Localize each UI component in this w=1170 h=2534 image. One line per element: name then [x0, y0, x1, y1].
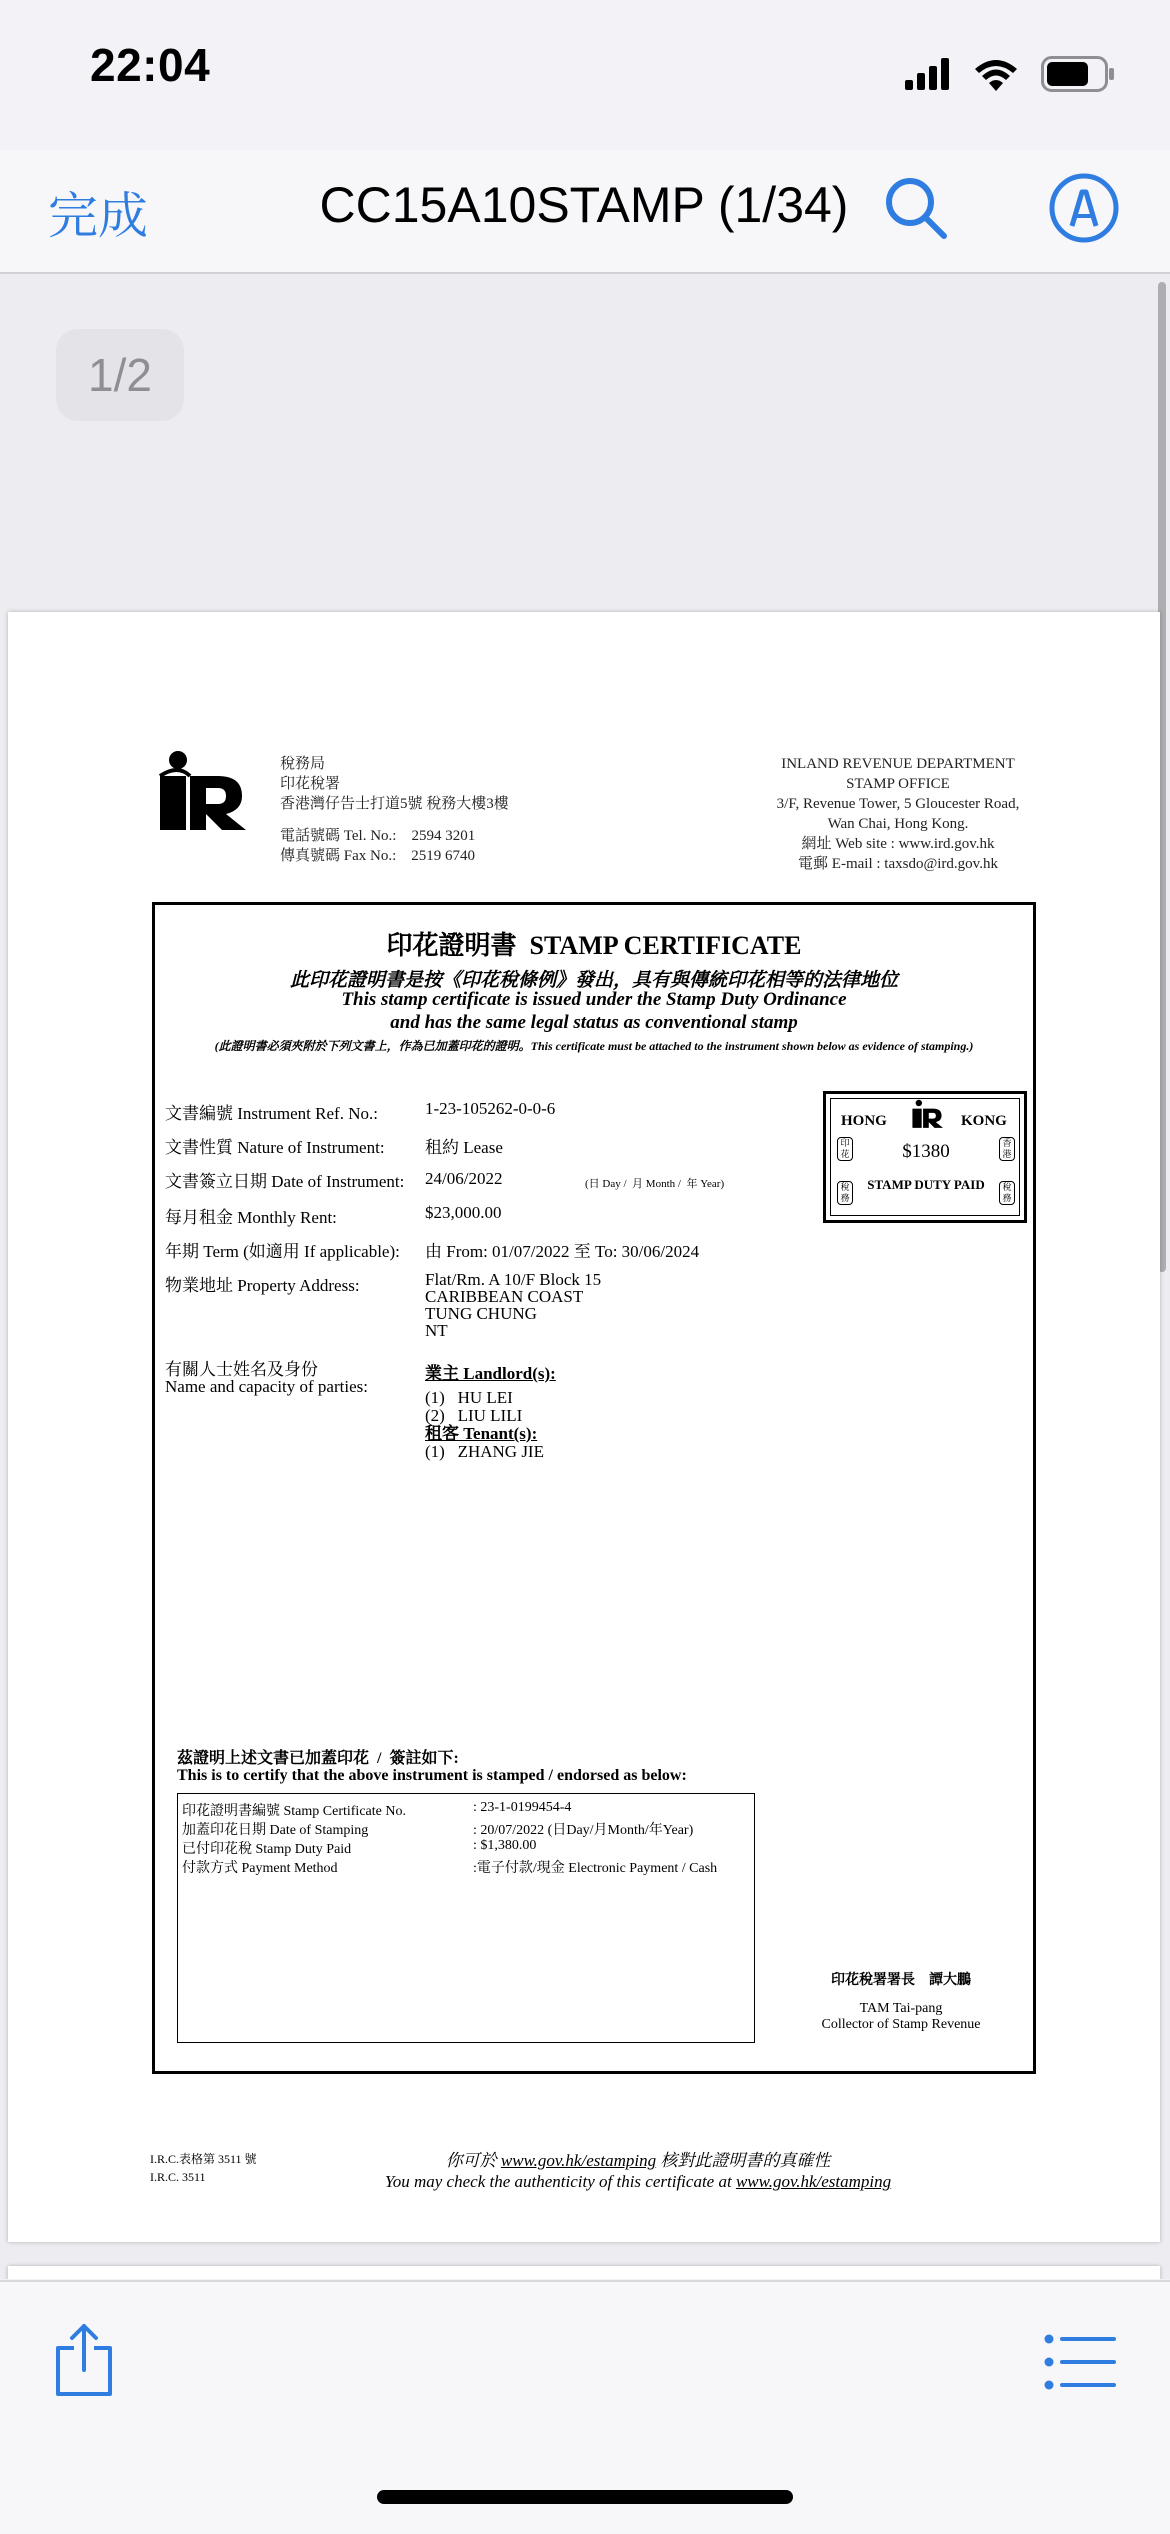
wifi-icon [973, 57, 1019, 91]
stamp-amount: $1380 [902, 1141, 950, 1162]
duty-paid-value: : $1,380.00 [473, 1838, 537, 1853]
date-label: 文書簽立日期 Date of Instrument: [165, 1172, 405, 1191]
cert-no-label: 印花證明書編號 Stamp Certificate No. [182, 1804, 406, 1819]
website: 網址 Web site : www.ird.gov.hk [801, 836, 995, 852]
collector-signature-zh: 印花稅署署長 譚大鵬 [831, 1973, 971, 1988]
email: 電郵 E-mail : taxsdo@ird.gov.hk [798, 856, 998, 872]
address-label: 物業地址 Property Address: [165, 1276, 360, 1295]
status-bar [0, 0, 1170, 150]
stamping-details [177, 1793, 755, 2043]
form-number-en: I.R.C. 3511 [150, 2170, 206, 2184]
attach-note: (此證明書必須夾附於下列文書上，作為已加蓋印花的證明。This certificate must be attached to the instrument shown below as evidence of stamping.) [214, 1039, 974, 1053]
parties-label-zh: 有關人士姓名及身份 [165, 1360, 318, 1379]
status-icons [905, 52, 1115, 96]
ref-value: 1-23-105262-0-0-6 [425, 1099, 556, 1118]
collector-title: Collector of Stamp Revenue [821, 2017, 981, 2032]
tenant: (1) ZHANG JIE [425, 1442, 544, 1461]
authenticity-en-pre: You may check the authenticity of this certificate at [384, 2172, 732, 2191]
estamping-link[interactable]: www.gov.hk/estamping [500, 2151, 657, 2170]
battery-icon [1041, 56, 1115, 92]
landlord-heading: 業主 Landlord(s): [425, 1364, 556, 1383]
landlord: (1) HU LEI [425, 1388, 513, 1407]
pdf-page [8, 612, 1160, 2242]
stamping-date-label: 加蓋印花日期 Date of Stamping [182, 1823, 369, 1838]
en-office: STAMP OFFICE [846, 776, 950, 792]
en-dept: INLAND REVENUE DEPARTMENT [781, 756, 1015, 772]
zh-dept: 稅務局 [280, 756, 326, 772]
nature-label: 文書性質 Nature of Instrument: [165, 1138, 385, 1157]
zh-address: 香港灣仔告士打道5號 稅務大樓3樓 [280, 796, 509, 812]
stamp-ir-logo-icon [911, 1099, 943, 1129]
document-viewer[interactable] [0, 274, 1170, 2279]
stamp-certificate [152, 902, 1036, 2074]
certify-en: This is to certify that the above instrument is stamped / endorsed as below: [177, 1767, 687, 1784]
stamp-chip: 香港 [999, 1137, 1015, 1161]
tel: 電話號碼 Tel. No.: 2594 3201 [280, 828, 476, 844]
stamping-date-value: : 20/07/2022 (日Day/月Month/年Year) [473, 1823, 694, 1838]
authenticity-en [188, 2172, 1088, 2192]
status-time: 22:04 [90, 39, 211, 91]
address-line: Flat/Rm. A 10/F Block 15 [425, 1270, 602, 1289]
stamp-chip: 稅務 [999, 1181, 1015, 1205]
stamp-paid: STAMP DUTY PAID [867, 1177, 985, 1192]
parties-label [165, 1361, 368, 1395]
nav-bar [0, 150, 1170, 274]
rent-label: 每月租金 Monthly Rent: [165, 1208, 337, 1227]
rent-value: $23,000.00 [425, 1203, 502, 1222]
duty-paid-label: 已付印花稅 Stamp Duty Paid [182, 1842, 352, 1857]
address-value [425, 1271, 601, 1339]
certificate-title: 印花證明書 STAMP CERTIFICATE [386, 931, 802, 960]
term-value: 由 From: 01/07/2022 至 To: 30/06/2024 [425, 1242, 700, 1261]
tenant-heading: 租客 Tenant(s): [425, 1424, 538, 1443]
cert-no-value: : 23-1-0199454-4 [473, 1800, 572, 1815]
signal-icon [905, 58, 951, 90]
letterhead-left [280, 754, 509, 866]
address-line: CARIBBEAN COAST [425, 1287, 584, 1306]
share-icon[interactable] [52, 2322, 116, 2398]
form-number-zh: I.R.C.表格第 3511 號 [150, 2152, 257, 2166]
stamp-kong: KONG [961, 1113, 1007, 1129]
list-icon[interactable] [1044, 2334, 1116, 2390]
done-button[interactable]: 完成 [48, 188, 148, 244]
ref-label: 文書編號 Instrument Ref. No.: [165, 1104, 378, 1123]
authenticity-zh [188, 2146, 1088, 2171]
en-address-2: Wan Chai, Hong Kong. [827, 816, 969, 832]
date-value: 24/06/2022 [425, 1169, 503, 1188]
date-format: (日 Day / 月 Month / 年 Year) [585, 1178, 725, 1190]
stamp-duty-paid-stamp [823, 1091, 1027, 1223]
document-title-text: CC15A10STAMP (1/34) [319, 177, 849, 233]
en-address-1: 3/F, Revenue Tower, 5 Gloucester Road, [776, 796, 1020, 812]
document-title [0, 176, 1170, 234]
zh-office: 印花稅署 [280, 776, 341, 792]
payment-method-label: 付款方式 Payment Method [182, 1861, 338, 1876]
subtitle-zh: 此印花證明書是按《印花稅條例》發出，具有與傳統印花相等的法律地位 [289, 970, 898, 991]
letterhead-right [728, 754, 1068, 874]
parties-label-en: Name and capacity of parties: [165, 1377, 368, 1396]
certify-zh: 茲證明上述文書已加蓋印花 / 簽註如下: [177, 1750, 459, 1767]
subtitle-en-1: This stamp certificate is issued under the Stamp Duty Ordinance [341, 989, 847, 1010]
payment-method-value: :電子付款/現金 Electronic Payment / Cash [473, 1861, 718, 1876]
fax: 傳真號碼 Fax No.: 2519 6740 [280, 848, 476, 864]
collector-name: TAM Tai-pang [859, 2001, 943, 2016]
page-indicator: 1/2 [56, 329, 184, 421]
parties-value [425, 1365, 556, 1461]
stamp-hong: HONG [841, 1113, 887, 1129]
markup-icon[interactable] [1048, 172, 1120, 244]
authenticity-zh-pre: 你可於 [445, 2151, 497, 2170]
pdf-page-2 [8, 2266, 1160, 2279]
stamp-chip: 印花 [837, 1137, 853, 1161]
term-label: 年期 Term (如適用 If applicable): [165, 1242, 400, 1261]
ird-logo-icon [156, 750, 246, 832]
nature-value: 租約 Lease [425, 1138, 503, 1157]
search-icon[interactable] [880, 172, 952, 244]
stamp-chip: 稅務 [837, 1181, 853, 1205]
authenticity-zh-post: 核對此證明書的真確性 [660, 2151, 831, 2170]
estamping-link[interactable]: www.gov.hk/estamping [735, 2172, 892, 2191]
address-line: NT [425, 1321, 448, 1340]
landlord: (2) LIU LILI [425, 1406, 523, 1425]
subtitle-en-2: and has the same legal status as conventional stamp [390, 1012, 798, 1033]
home-indicator[interactable] [377, 2490, 793, 2504]
address-line: TUNG CHUNG [425, 1304, 537, 1323]
